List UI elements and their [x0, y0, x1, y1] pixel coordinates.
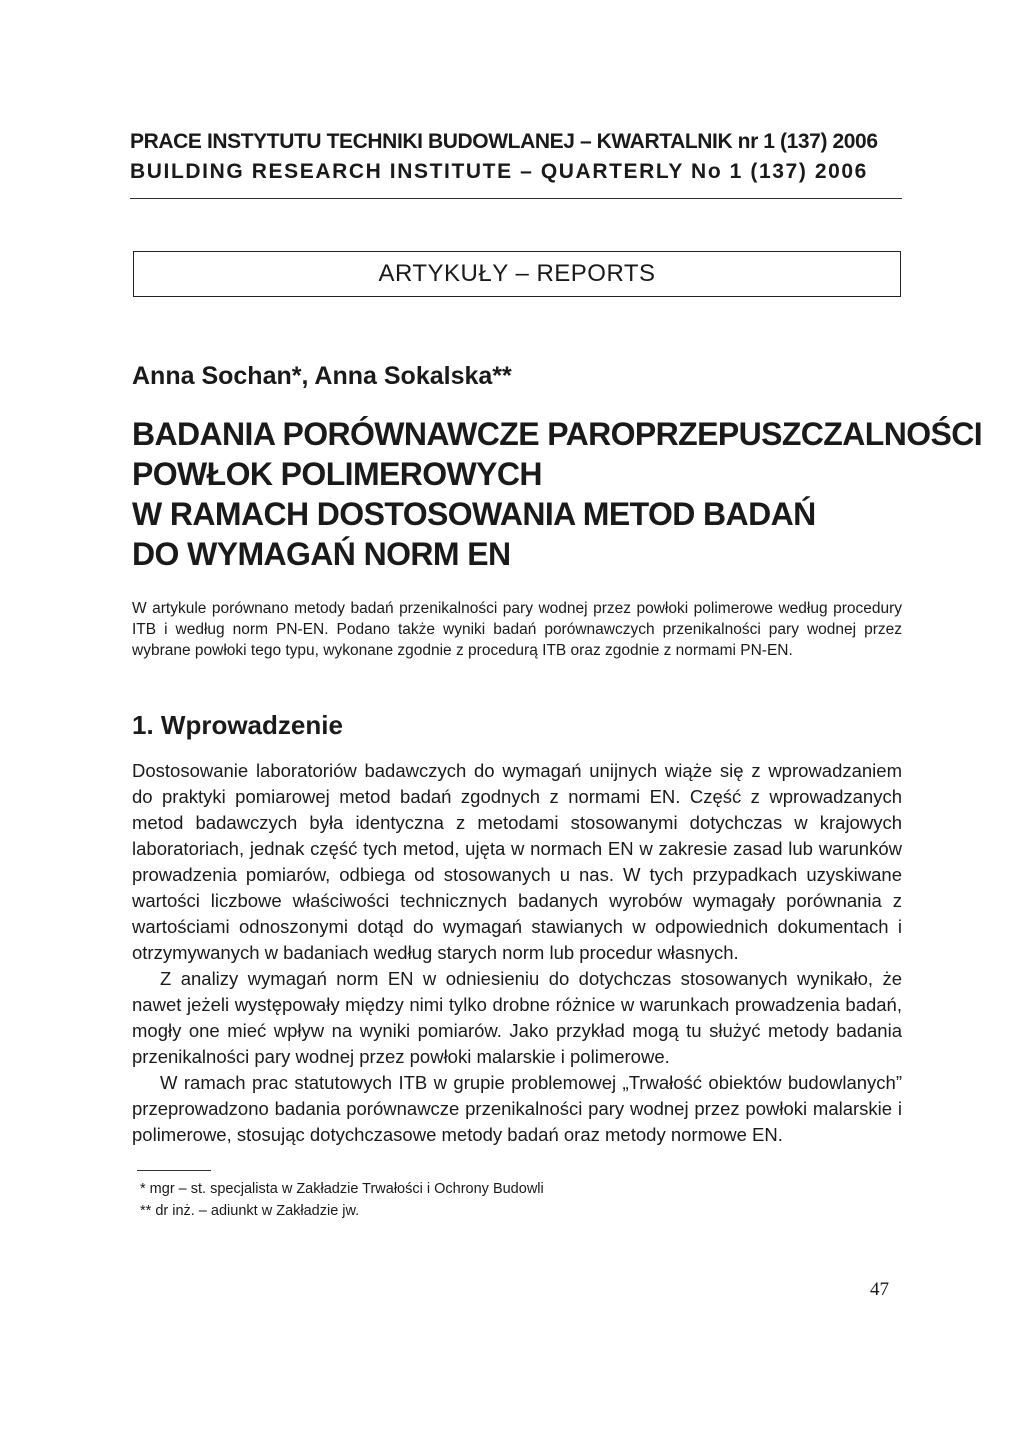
- title-line: DO WYMAGAŃ NORM EN: [132, 536, 511, 572]
- section-label: ARTYKUŁY – REPORTS: [378, 260, 656, 287]
- body-paragraph: W ramach prac statutowych ITB w grupie problemowej „Trwałość obiektów budowlanych” przeprowadzono badania porównawcze przenikalności pary wodnej przez powłoki malarskie i polimerowe, stosując dotychczasowe metody badań oraz metody normowe EN.: [132, 1072, 902, 1145]
- footnote: * mgr – st. specjalista w Zakładzie Trwałości i Ochrony Budowli: [140, 1181, 544, 1197]
- article-abstract: W artykule porównano metody badań przenikalności pary wodnej przez powłoki polimerowe według procedury ITB i według norm PN-EN. Podano także wyniki badań porównawczych przenikalności pary wodnej przez wybrane powłoki tego typu, wykonane zgodnie z procedurą ITB oraz zgodnie z normami PN-EN.: [132, 600, 902, 659]
- footnote-divider: [137, 1170, 211, 1171]
- journal-header-english: BUILDING RESEARCH INSTITUTE – QUARTERLY No 1 (137) 2006: [130, 160, 868, 183]
- section-label-box: [133, 251, 901, 297]
- section-heading: 1. Wprowadzenie: [132, 710, 343, 740]
- title-line: POWŁOK POLIMEROWYCH: [132, 456, 542, 492]
- footnote: ** dr inż. – adiunkt w Zakładzie jw.: [140, 1203, 360, 1219]
- journal-header-polish: PRACE INSTYTUTU TECHNIKI BUDOWLANEJ – KWARTALNIK nr 1 (137) 2006: [130, 130, 878, 153]
- section-body: [132, 758, 902, 1148]
- article-title: [132, 414, 983, 574]
- title-line: W RAMACH DOSTOSOWANIA METOD BADAŃ: [132, 496, 816, 532]
- footnotes: [140, 1178, 544, 1222]
- body-paragraph: Z analizy wymagań norm EN w odniesieniu do dotychczas stosowanych wynikało, że nawet jeżeli występowały między nimi tylko drobne różnice w warunkach prowadzenia badań, mogły one mieć wpływ na wyniki pomiarów. Jako przykład mogą tu służyć metody badania przenikalności pary wodnej przez powłoki malarskie i polimerowe.: [132, 968, 902, 1067]
- title-line: BADANIA PORÓWNAWCZE PAROPRZEPUSZCZALNOŚCI: [132, 416, 983, 452]
- article-authors: Anna Sochan*, Anna Sokalska**: [132, 362, 512, 390]
- body-paragraph: Dostosowanie laboratoriów badawczych do wymagań unijnych wiąże się z wprowadzaniem do praktyki pomiarowej metod badań zgodnych z normami EN. Część z wprowadzanych metod badawczych była identyczna z metodami stosowanymi dotychczas w krajowych laboratoriach, jednak część tych metod, ujęta w normach EN w zakresie zasad lub warunków prowadzenia pomiarów, odbiega od stosowanych u nas. W tych przypadkach uzyskiwane wartości liczbowe właściwości technicznych badanych wyrobów wymagały porównania z wartościami odnoszonymi dotąd do wymagań stawianych w odpowiednich dokumentach i otrzymywanych w badaniach według starych norm lub procedur własnych.: [132, 760, 902, 963]
- page-number: 47: [870, 1279, 889, 1300]
- header-divider: [130, 198, 902, 199]
